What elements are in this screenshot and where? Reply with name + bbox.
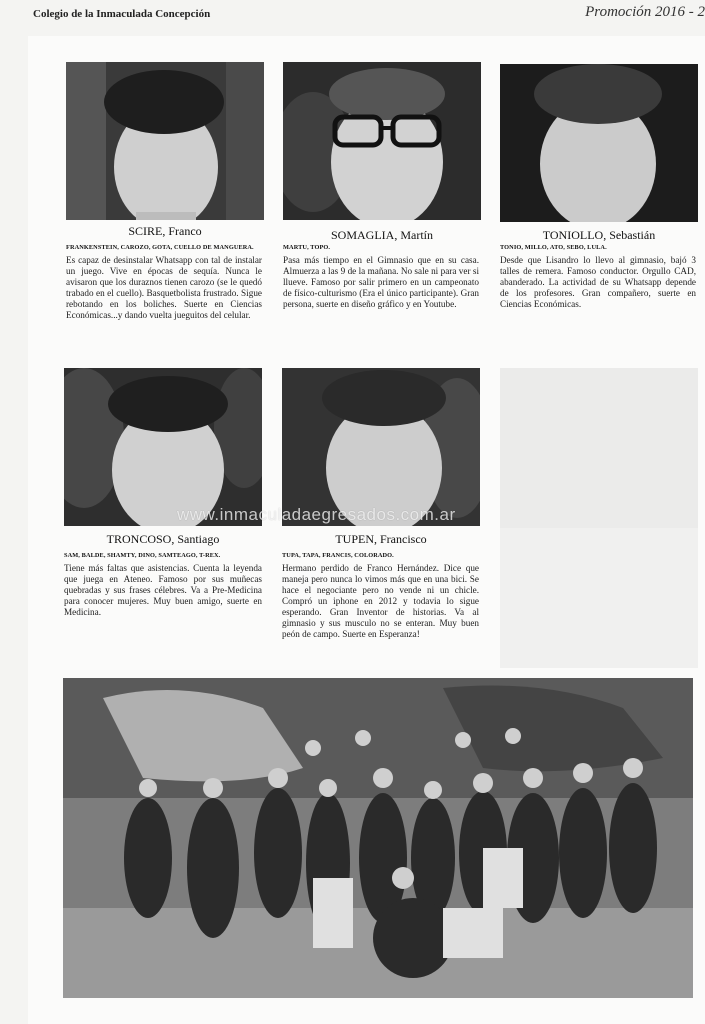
empty-photo-placeholder xyxy=(500,368,698,528)
watermark: www.inmaculadaegresados.com.ar xyxy=(177,505,456,524)
student-photo-tupen xyxy=(282,368,480,526)
student-nicknames: FRANKENSTEIN, CAROZO, GOTA, CUELLO DE MANGUERA. xyxy=(66,244,254,251)
promotion-header: Promoción 2016 - 2 xyxy=(585,4,705,20)
student-name: TONIOLLO, Sebastián xyxy=(542,228,656,242)
student-bio: Tiene más faltas que asistencias. Cuenta la leyenda que juega en Ateneo. Famoso por sus muñecas quebradas y sus frases célebres. Va a Pre-Medicina para conocer mujeres. Muy buen amigo, suerte en Medicina. xyxy=(64,563,262,617)
student-name: TUPEN, Francisco xyxy=(335,532,427,546)
school-header: Colegio de la Inmaculada Concepción xyxy=(33,8,211,20)
empty-photo-slot xyxy=(500,368,698,668)
student-bio: Hermano perdido de Franco Hernández. Dice que maneja pero nunca lo vimos más que en una bici. Se hace el negociante pero no vende ni un chicle. Compró un iphone en 2012 y todavia lo sigue esperando. Gran Inventor de historias. Va al gimnasio y sus musculo no se enteran. Muy buen peón de campo. Suerte en Esperanza! xyxy=(282,563,479,639)
student-nicknames: SAM, BALDE, SHAMTY, DINO, SAMTEAGO, T-REX. xyxy=(64,552,221,559)
student-photo-somaglia xyxy=(283,62,481,220)
group-photo xyxy=(63,678,693,998)
student-bio: Desde que Lisandro lo llevo al gimnasio, bajó 3 talles de remera. Famoso conductor. Orgullo CAD, abanderado. La actividad de su Whatsapp depende de los profesores. Gran compañero, suerte en Ciencias Económicas. xyxy=(500,255,696,309)
student-bio: Pasa más tiempo en el Gimnasio que en su casa. Almuerza a las 9 de la mañana. No sale ni para ver si llueve. Famoso por salir primero en un campeonato de físico-culturismo (Era el único participante). Gran persona, suerte en diseño gráfico y en Youtube. xyxy=(283,255,479,309)
student-name: TRONCOSO, Santiago xyxy=(106,532,220,546)
student-bio: Es capaz de desinstalar Whatsapp con tal de instalar un juego. Vive en épocas de sequía. Nunca le avisaron que los duraznos tienen carozo (se le quedó trabado en el cuello). Basquetbolista frustrado. Sigue rebotando en los boliches. Suerte en Ciencias Económicas...y dando vuelta jueguitos del celular. xyxy=(66,255,262,320)
student-photo-troncoso xyxy=(64,368,262,526)
student-photo-toniollo xyxy=(500,64,698,222)
student-name: SCIRE, Franco xyxy=(128,224,202,238)
student-photo-scire xyxy=(66,62,264,220)
student-name: SOMAGLIA, Martín xyxy=(331,228,433,242)
student-nicknames: TONIO, MILLO, ATO, SEBO, LULA. xyxy=(500,244,607,251)
student-nicknames: MARTU, TOPO. xyxy=(283,244,331,251)
student-nicknames: TUPA, TAPA, FRANCIS, COLORADO. xyxy=(282,552,394,559)
